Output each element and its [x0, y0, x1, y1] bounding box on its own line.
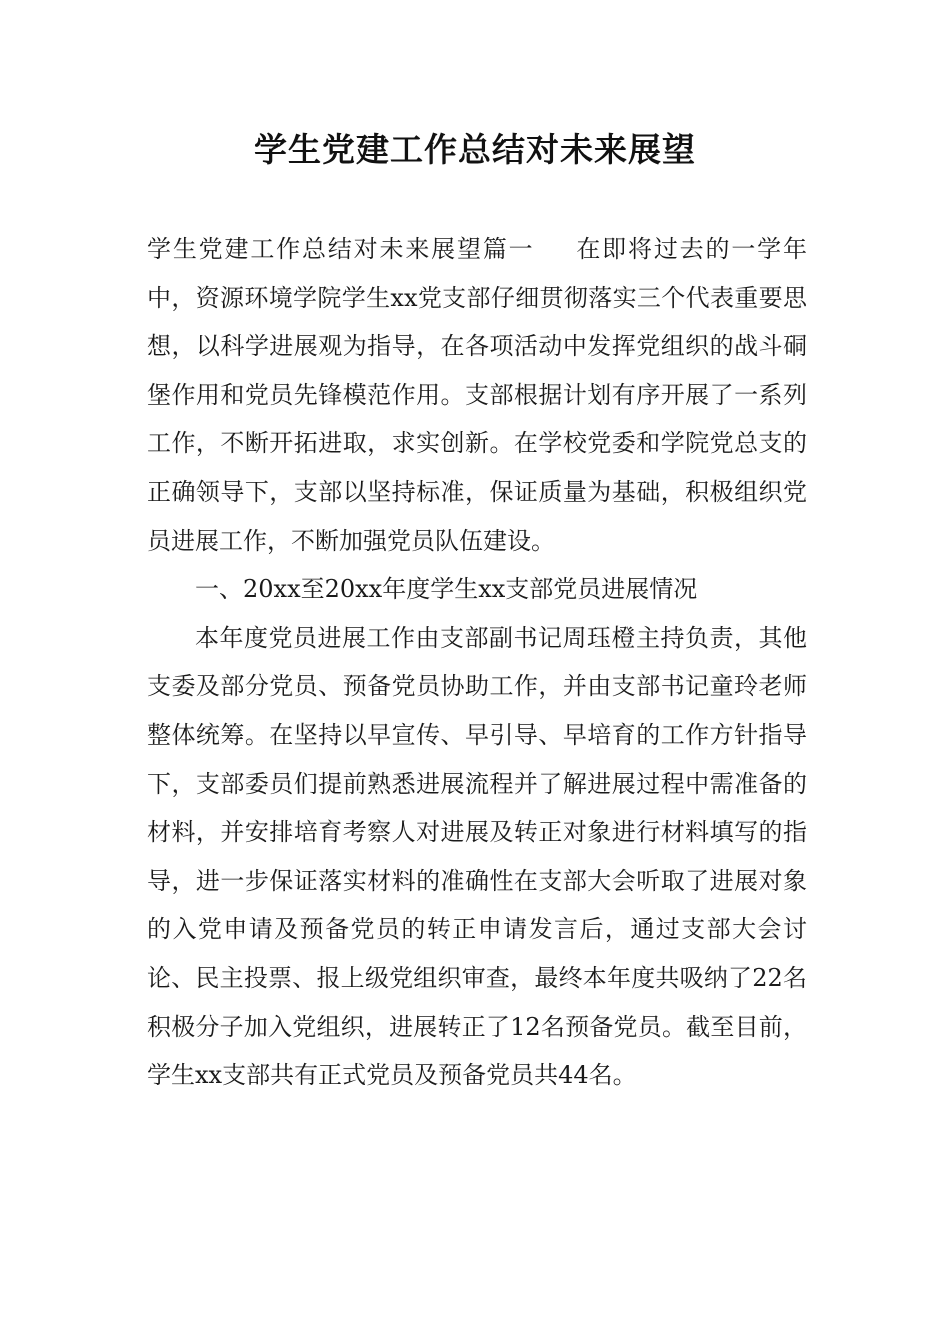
- document-title: 学生党建工作总结对未来展望: [254, 130, 696, 169]
- intro-paragraph: [147, 225, 807, 565]
- intro-lead: 学生党建工作总结对未来展望篇一: [147, 235, 535, 263]
- section-paragraph: 本年度党员进展工作由支部副书记周珏橙主持负责，其他支委及部分党员、预备党员协助工作，并由支部书记童玲老师整体统筹。在坚持以早宣传、早引导、早培育的工作方针指导下，支部委员们提前熟悉进展流程并了解进展过程中需准备的材料，并安排培育考察人对进展及转正对象进行材料填写的指导，进一步保证落实材料的准确性在支部大会听取了进展对象的入党申请及预备党员的转正申请发言后，通过支部大会讨论、民主投票、报上级党组织审查，最终本年度共吸纳了22名积极分子加入党组织，进展转正了12名预备党员。截至目前，学生xx支部共有正式党员及预备党员共44名。: [147, 623, 807, 1090]
- section-heading: 一、20xx至20xx年度学生xx支部党员进展情况: [195, 575, 698, 604]
- document-body: [147, 225, 807, 1100]
- intro-text: 在即将过去的一学年中，资源环境学院学生xx党支部仔细贯彻落实三个代表重要思想，以科学进展观为指导，在各项活动中发挥党组织的战斗硐堡作用和党员先锋模范作用。支部根据计划有序开展了一系列工作，不断开拓进取，求实创新。在学校党委和学院党总支的正确领导下，支部以坚持标准，保证质量为基础，积极组织党员进展工作，不断加强党员队伍建设。: [147, 235, 807, 555]
